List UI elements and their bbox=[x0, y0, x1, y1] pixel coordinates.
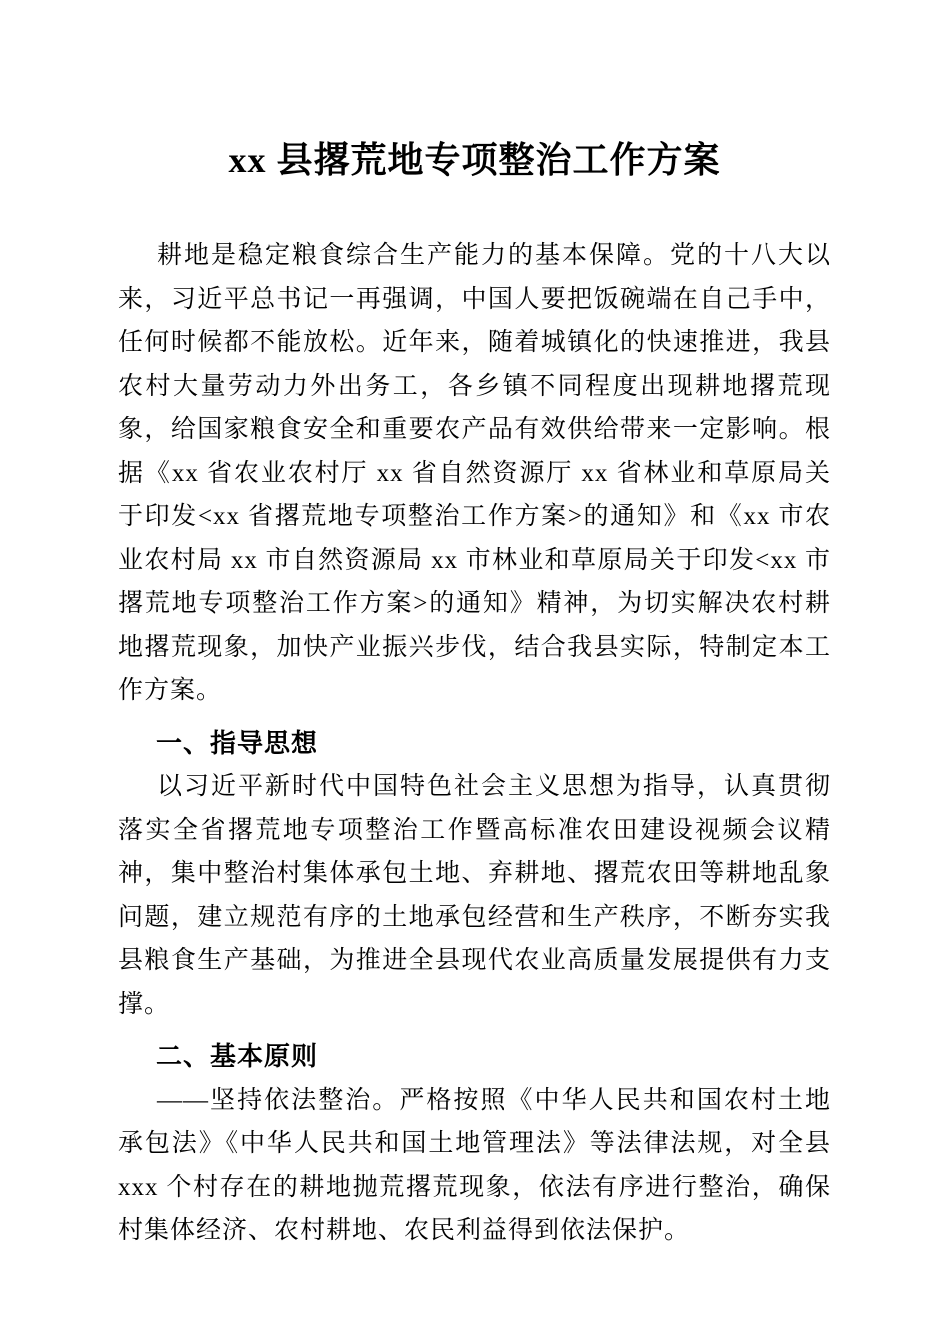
section-1-heading: 一、指导思想 bbox=[156, 727, 319, 758]
document-title: xx 县撂荒地专项整治工作方案 bbox=[228, 140, 721, 180]
section-2-heading: 二、基本原则 bbox=[156, 1041, 319, 1071]
intro-paragraph: 耕地是稳定粮食综合生产能力的基本保障。党的十八大以来，习近平总书记一再强调，中国人要把饭碗端在自己手中，任何时候都不能放松。近年来，随着城镇化的快速推进，我县农村大量劳动力外出务工，各乡镇不同程度出现耕地撂荒现象，给国家粮食安全和重要农产品有效供给带来一定影响。根据《xx 省农业农村厅 xx 省自然资源厅 xx 省林业和草原局关于印发<xx 省撂荒地专项整治工作方案>的通知》和《xx 市农业农村局 xx 市自然资源局 xx 市林业和草原局关于印发<xx 市撂荒地专项整治工作方案>的通知》精神，为切实解决农村耕地撂荒现象，加快产业振兴步伐，结合我县实际，特制定本工作方案。 bbox=[118, 242, 831, 704]
section-1-paragraph: 以习近平新时代中国特色社会主义思想为指导，认真贯彻落实全省撂荒地专项整治工作暨高标准农田建设视频会议精神，集中整治村集体承包土地、弃耕地、撂荒农田等耕地乱象问题，建立规范有序的土地承包经营和生产秩序，不断夯实我县粮食生产基础，为推进全县现代农业高质量发展提供有力支撑。 bbox=[118, 773, 831, 1018]
section-2-paragraph: ——坚持依法整治。严格按照《中华人民共和国农村土地承包法》《中华人民共和国土地管理法》等法律法规，对全县 xxx 个村存在的耕地抛荒撂荒现象，依法有序进行整治，确保村集体经济、农村耕地、农民利益得到依法保护。 bbox=[118, 1086, 831, 1244]
